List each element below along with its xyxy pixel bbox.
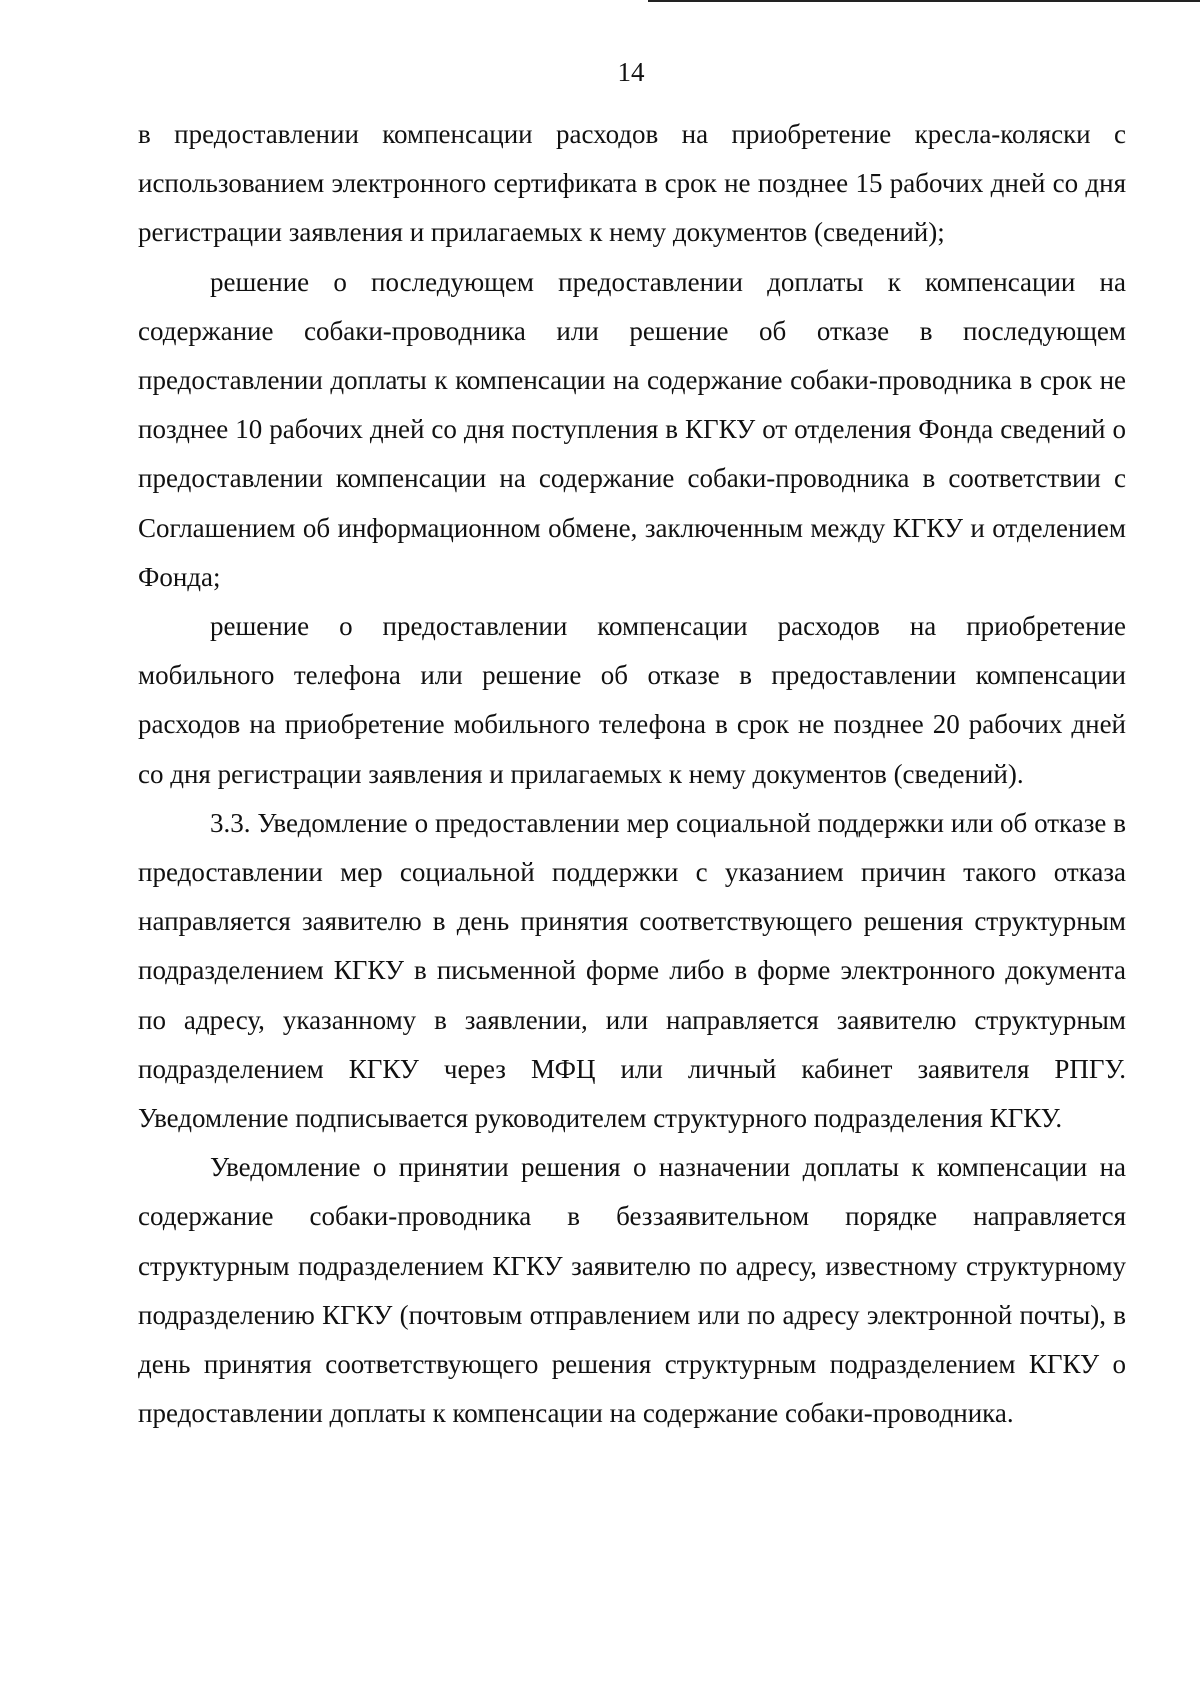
paragraph-mobile-phone-decision: решение о предоставлении компенсации расходов на приобретение мобильного телефона или решение об отказе в предоставлении компенсации расходов на приобретение мобильного телефона в срок не позднее 20 рабочих дней со дня регистрации заявления и прилагаемых к нему документов (сведений). (138, 611, 1126, 789)
paragraph-notification-guide-dog: Уведомление о принятии решения о назначении доплаты к компенсации на содержание собаки-проводника в беззаявительном порядке направляется структурным подразделением КГКУ заявителю по адресу, известному структурному подразделению КГКУ (почтовым отправлением или по адресу электронной почты), в день принятия соответствующего решения структурным подразделением КГКУ о предоставлении доплаты к компенсации на содержание собаки-проводника. (138, 1152, 1126, 1429)
paragraph-guide-dog-decision: решение о последующем предоставлении доплаты к компенсации на содержание собаки-проводника или решение об отказе в последующем предоставлении доплаты к компенсации на содержание собаки-проводника в срок не позднее 10 рабочих дней со дня поступления в КГКУ от отделения Фонда сведений о предоставлении компенсации на содержание собаки-проводника в соответствии с Соглашением об информационном обмене, заключенным между КГКУ и отделением Фонда; (138, 266, 1126, 592)
paragraph-continuation: в предоставлении компенсации расходов на приобретение кресла-коляски с использованием электронного сертификата в срок не позднее 15 рабочих дней со дня регистрации заявления и прилагаемых к нему документов (сведений); (138, 119, 1126, 248)
paragraph-section-3-3: 3.3. Уведомление о предоставлении мер социальной поддержки или об отказе в предоставлении мер социальной поддержки с указанием причин такого отказа направляется заявителю в день принятия соответствующего решения структурным подразделением КГКУ в письменной форме либо в форме электронного документа по адресу, указанному в заявлении, или направляется заявителю структурным подразделением КГКУ через МФЦ или личный кабинет заявителя РПГУ. Уведомление подписывается руководителем структурного подразделения КГКУ. (138, 807, 1126, 1134)
document-body (138, 110, 1126, 1438)
top-edge-rule (648, 0, 1200, 2)
page-number: 14 (617, 57, 645, 87)
